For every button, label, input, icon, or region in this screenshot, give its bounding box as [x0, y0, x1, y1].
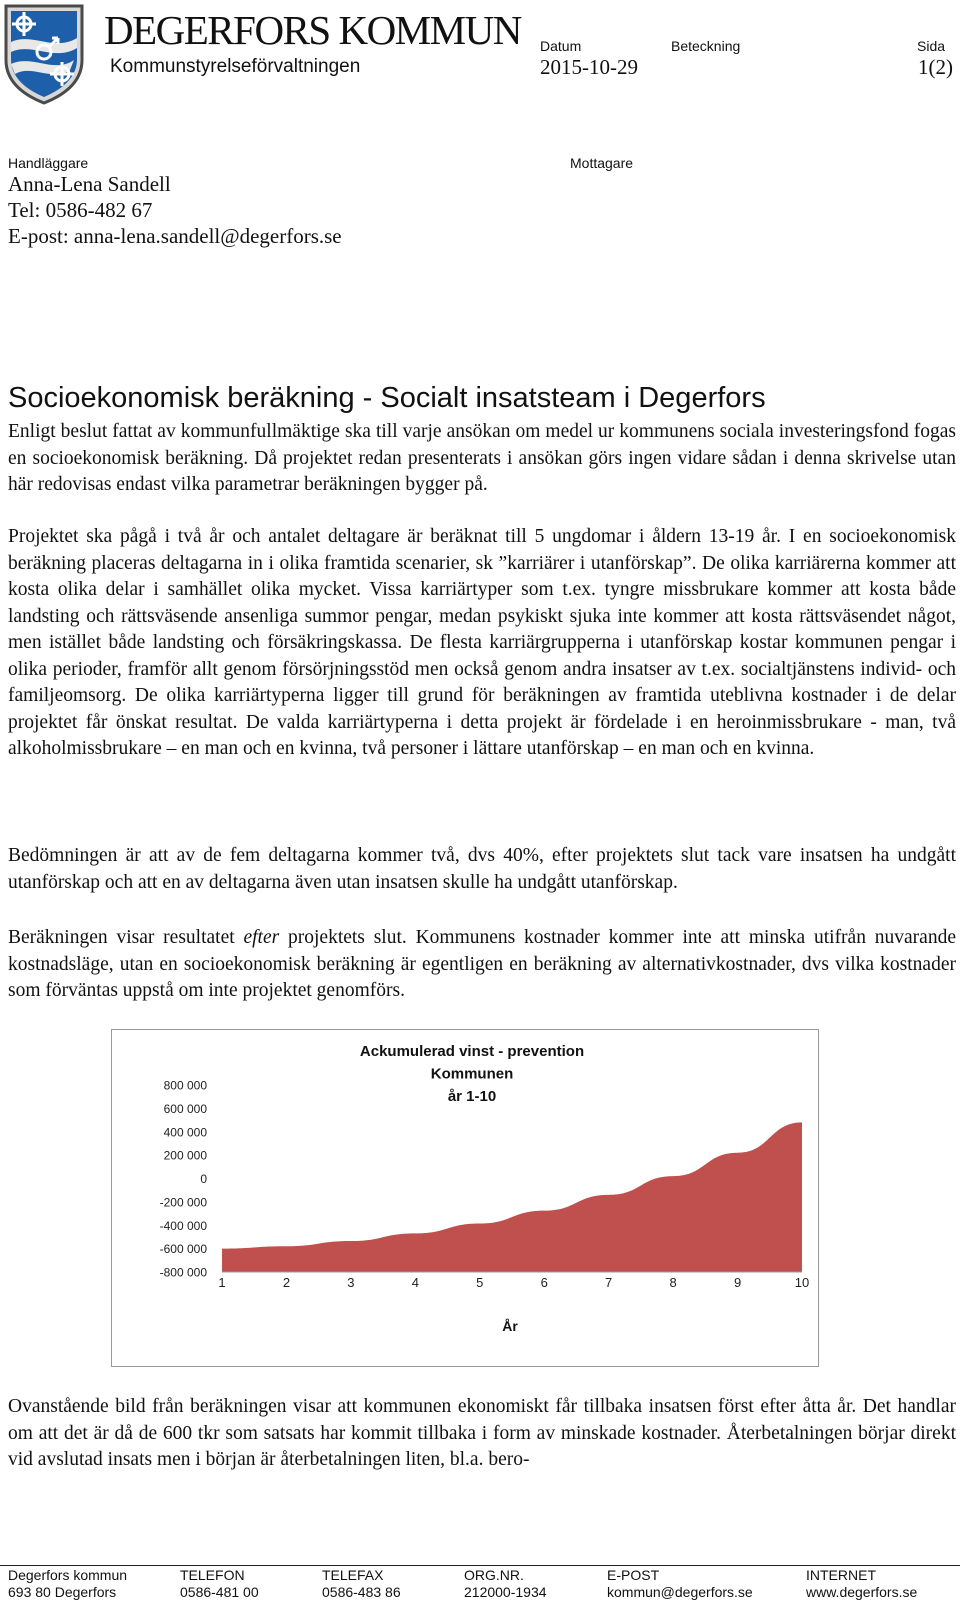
chart-title	[360, 1043, 584, 1105]
sender-label: Handläggare	[8, 155, 89, 171]
chart-x-tick-label: 5	[476, 1275, 484, 1290]
result-text-after: projektets slut. Kommunens kostnader kommer inte att minska utifrån nuvarande kostnadsläge, utan en socioekonomisk beräkning är egentligen en beräkning av alternativkostnader, dvs vilka kostnader som förväntas uppstå om inte projektet genomförs.	[8, 927, 956, 1001]
paragraph-project: Projektet ska pågå i två år och antalet deltagare är beräknat till 5 ungdomar i åldern 13-19 år. I en socioekonomisk beräkning placeras deltagarna in i olika framtida scenarier, sk ”karriärer i utanförskap”. De olika karriärerna kommer att kosta olika delar i samhället olika mycket. Vissa karriärtyper som t.ex. tyngre missbrukare kommer att kosta både landsting och rättsväsende ansenliga summor pengar, medan psykiskt sjuka inte kommer att kosta rättsväsendet något, men istället både landsting och försäkringskassa. De flesta karriärgrupperna i utanförskap kostar kommunen pengar i olika perioder, framför allt genom försörjningsstöd men också genom andra insatser av t.ex. socialtjänstens individ- och familjeomsorg. De olika karriärtyperna ligger till grund för beräkningen av framtida uteblivna kostnader i de delar projektet får önskat resultat. De valda karriärtyperna i detta projekt är fördelade i en heroinmissbrukare - man, två alkoholmissbrukare – en man och en kvinna, två personer i lättare utanförskap – en man och en kvinna.	[8, 526, 956, 759]
footer-label: INTERNET	[806, 1567, 876, 1583]
footer-value: www.degerfors.se	[806, 1584, 918, 1600]
chart-x-axis-label: År	[502, 1318, 518, 1334]
chart-x-tick-label: 10	[794, 1275, 810, 1290]
footer-value: 0586-481 00	[180, 1584, 259, 1600]
footer-value: kommun@degerfors.se	[607, 1584, 753, 1600]
chart-title-line: år 1-10	[447, 1088, 497, 1105]
footer-label: ORG.NR.	[464, 1567, 524, 1583]
sender-email: E-post: anna-lena.sandell@degerfors.se	[8, 224, 342, 248]
footer-value: 693 80 Degerfors	[8, 1584, 117, 1600]
footer-label: TELEFAX	[322, 1567, 384, 1583]
footer-label: E-POST	[607, 1567, 660, 1583]
footer-divider	[0, 1565, 960, 1566]
paragraph-conclusion: Ovanstående bild från beräkningen visar att kommunen ekonomiskt får tillbaka insatsen först efter åtta år. Det handlar om att det är då de 600 tkr som satsats har kommit tillbaka i form av minskade kostnader. Återbetalningen börjar direkt vid avslutad insats men i början är återbetalningen liten, bl.a. bero-	[8, 1396, 956, 1470]
chart-y-tick-label: 200 000	[163, 1148, 207, 1163]
chart-y-tick-label: 600 000	[163, 1101, 207, 1116]
chart-y-tick-label: -600 000	[159, 1242, 207, 1257]
result-text-before: Beräkningen visar resultatet	[8, 927, 244, 948]
chart-x-tick-label: 1	[218, 1275, 226, 1290]
recipient-label: Mottagare	[570, 155, 634, 171]
chart-x-tick-label: 3	[347, 1275, 355, 1290]
chart-y-tick-label: 800 000	[163, 1078, 207, 1093]
org-name: DEGERFORS KOMMUN	[104, 7, 521, 53]
page-label: Sida	[917, 38, 946, 54]
chart-x-tick-label: 6	[540, 1275, 548, 1290]
result-text-emphasis: efter	[243, 927, 280, 948]
chart-y-tick-label: -400 000	[159, 1218, 207, 1233]
footer-value: 212000-1934	[464, 1584, 547, 1600]
paragraph-intro: Enligt beslut fattat av kommunfullmäktige ska till varje ansökan om medel ur kommunens sociala investeringsfond fogas en socioekonomisk beräkning. Då projektet redan presenterats i ansökan görs ingen vidare sådan i denna skrivelse utan här redovisas endast vilka parametrar beräkningen bygger på.	[8, 421, 956, 495]
chart-y-tick-label: 400 000	[163, 1125, 207, 1140]
chart-title-line: Kommunen	[430, 1065, 514, 1083]
sender-name: Anna-Lena Sandell	[8, 172, 171, 196]
page-title: Socioekonomisk beräkning - Socialt insatsteam i Degerfors	[8, 382, 766, 414]
paragraph-assessment: Bedömningen är att av de fem deltagarna kommer två, dvs 40%, efter projektets slut tack vare insatsen ha undgått utanförskap och att en av deltagarna även utan insatsen skulle ha undgått utanförskap.	[8, 845, 956, 893]
chart-x-tick-label: 4	[411, 1275, 419, 1290]
chart-x-tick-label: 7	[605, 1275, 613, 1290]
sender-phone: Tel: 0586-482 67	[8, 198, 153, 222]
date-value: 2015-10-29	[540, 55, 638, 79]
chart-plot-area	[222, 1122, 802, 1272]
chart-frame	[111, 1029, 819, 1367]
date-label: Datum	[540, 38, 582, 54]
chart-y-axis	[160, 1079, 208, 1280]
page-value: 1(2)	[918, 55, 953, 79]
chart-y-tick-label: -200 000	[159, 1195, 207, 1210]
chart-x-tick-label: 9	[733, 1275, 742, 1290]
chart-y-tick-label: -800 000	[159, 1265, 207, 1280]
accumulated-profit-chart	[112, 1030, 817, 1365]
municipality-coat-of-arms-icon	[2, 2, 86, 106]
footer-value: 0586-483 86	[322, 1584, 401, 1600]
chart-x-tick-label: 8	[669, 1275, 677, 1290]
paragraph-result	[8, 925, 956, 1005]
chart-x-axis	[218, 1275, 809, 1290]
chart-y-tick-label: 0	[200, 1172, 207, 1186]
org-department: Kommunstyrelseförvaltningen	[110, 56, 361, 77]
chart-x-tick-label: 2	[282, 1275, 291, 1290]
footer-label: Degerfors kommun	[8, 1567, 128, 1583]
chart-area-series	[222, 1122, 802, 1272]
footer-label: TELEFON	[180, 1567, 245, 1583]
reference-label: Beteckning	[671, 38, 741, 54]
chart-title-line: Ackumulerad vinst - prevention	[359, 1043, 585, 1060]
